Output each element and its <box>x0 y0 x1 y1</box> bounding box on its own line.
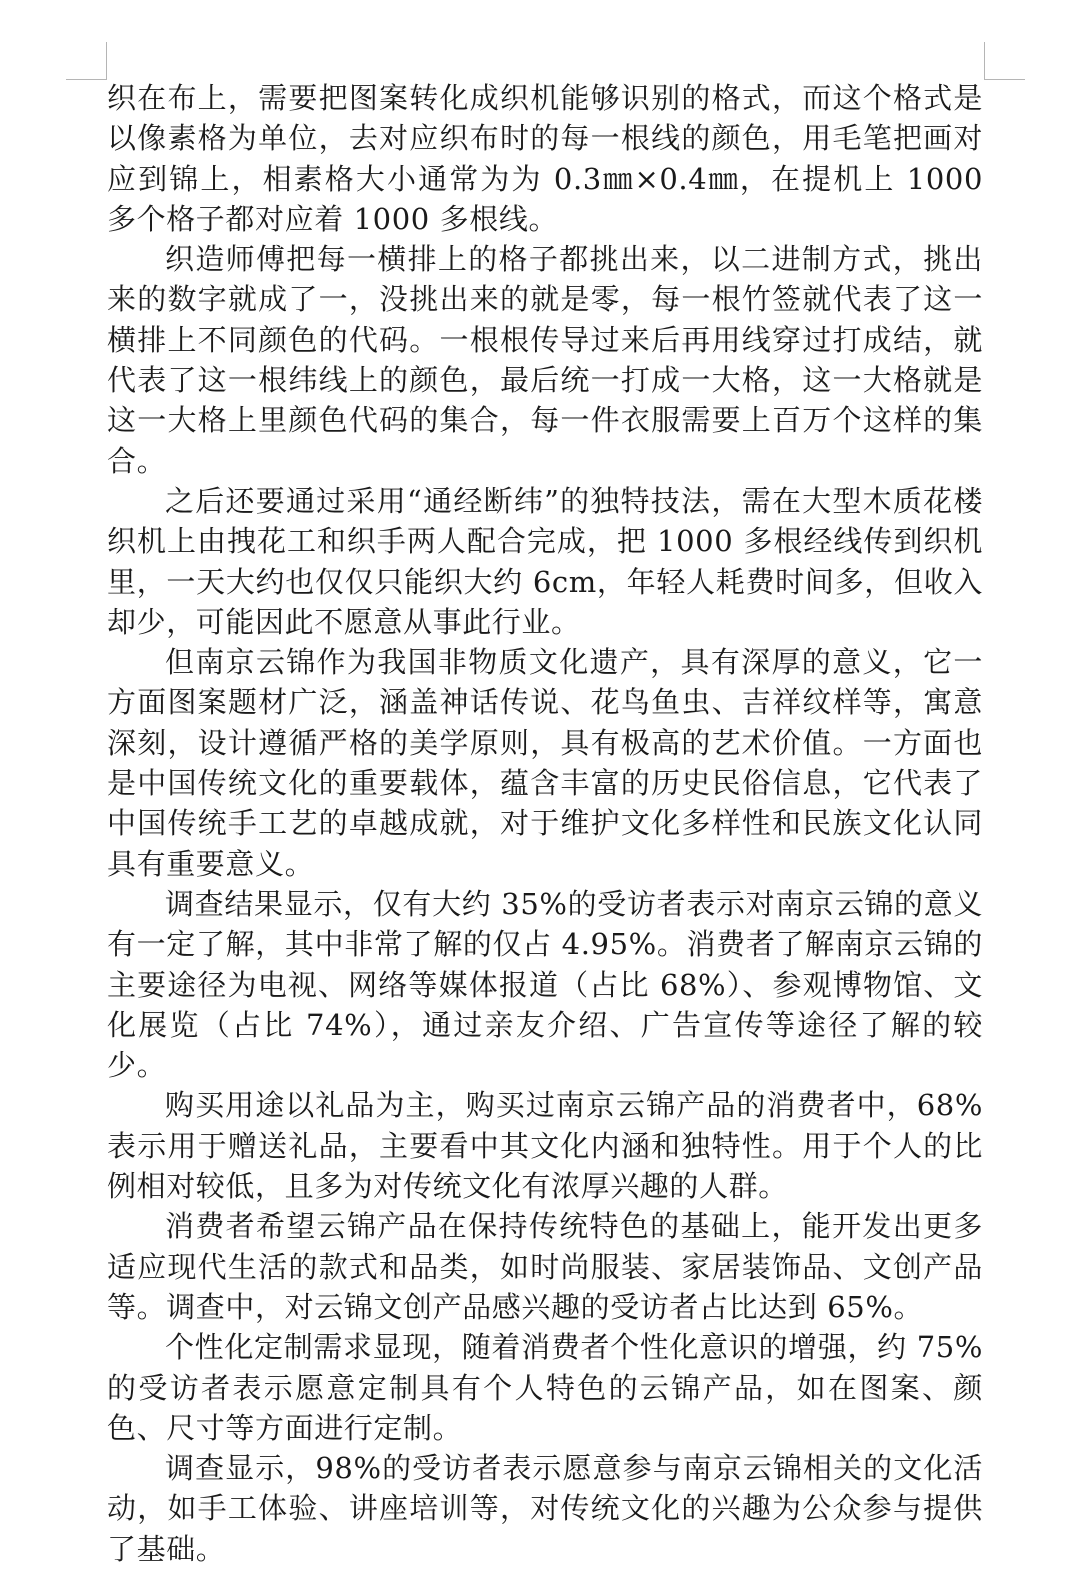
paragraph: 调查显示，98%的受访者表示愿意参与南京云锦相关的文化活动，如手工体验、讲座培训等，对传统文化的兴趣为公众参与提供了基础。 <box>107 1451 983 1566</box>
paragraph: 织造师傅把每一横排上的格子都挑出来，以二进制方式，挑出来的数字就成了一，没挑出来的就是零，每一根竹签就代表了这一横排上不同颜色的代码。一根根传导过来后再用线穿过打成结，就代表了这一根纬线上的颜色，最后统一打成一大格，这一大格就是这一大格上里颜色代码的集合，每一件衣服需要上百万个这样的集合。 <box>107 242 983 478</box>
document-body <box>107 78 983 1569</box>
paragraph: 但南京云锦作为我国非物质文化遗产，具有深厚的意义，它一方面图案题材广泛，涵盖神话传说、花鸟鱼虫、吉祥纹样等，寓意深刻，设计遵循严格的美学原则，具有极高的艺术价值。一方面也是中国传统文化的重要载体，蕴含丰富的历史民俗信息，它代表了中国传统手工艺的卓越成就，对于维护文化多样性和民族文化认同具有重要意义。 <box>107 645 983 881</box>
paragraph: 织在布上，需要把图案转化成织机能够识别的格式，而这个格式是以像素格为单位，去对应织布时的每一根线的颜色，用毛笔把画对应到锦上，相素格大小通常为为 0.3㎜×0.4㎜，在提机上 1000 多个格子都对应着 1000 多根线。 <box>107 81 983 236</box>
paragraph: 个性化定制需求显现，随着消费者个性化意识的增强，约 75%的受访者表示愿意定制具有个人特色的云锦产品，如在图案、颜色、尺寸等方面进行定制。 <box>107 1330 983 1445</box>
crop-mark-top-left-horizontal <box>66 79 107 80</box>
paragraph: 购买用途以礼品为主，购买过南京云锦产品的消费者中，68%表示用于赠送礼品，主要看中其文化内涵和独特性。用于个人的比例相对较低，且多为对传统文化有浓厚兴趣的人群。 <box>107 1088 983 1204</box>
paragraph: 之后还要通过采用“通经断纬”的独特技法，需在大型木质花楼织机上由拽花工和织手两人配合完成，把 1000 多根经线传到织机里，一天大约也仅仅只能织大约 6cm，年轻人耗费时间多，但收入却少，可能因此不愿意从事此行业。 <box>107 483 983 639</box>
crop-mark-top-right-vertical <box>984 42 985 80</box>
paragraph: 调查结果显示，仅有大约 35%的受访者表示对南京云锦的意义有一定了解，其中非常了解的仅占 4.95%。消费者了解南京云锦的主要途径为电视、网络等媒体报道（占比 68%）、参观博物馆、文化展览（占比 74%），通过亲友介绍、广告宣传等途径了解的较少。 <box>107 886 983 1083</box>
paragraph: 消费者希望云锦产品在保持传统特色的基础上，能开发出更多适应现代生活的款式和品类，如时尚服装、家居装饰品、文创产品等。调查中，对云锦文创产品感兴趣的受访者占比达到 65%。 <box>107 1209 983 1324</box>
crop-mark-top-left-vertical <box>106 42 107 80</box>
crop-mark-top-right-horizontal <box>984 79 1025 80</box>
